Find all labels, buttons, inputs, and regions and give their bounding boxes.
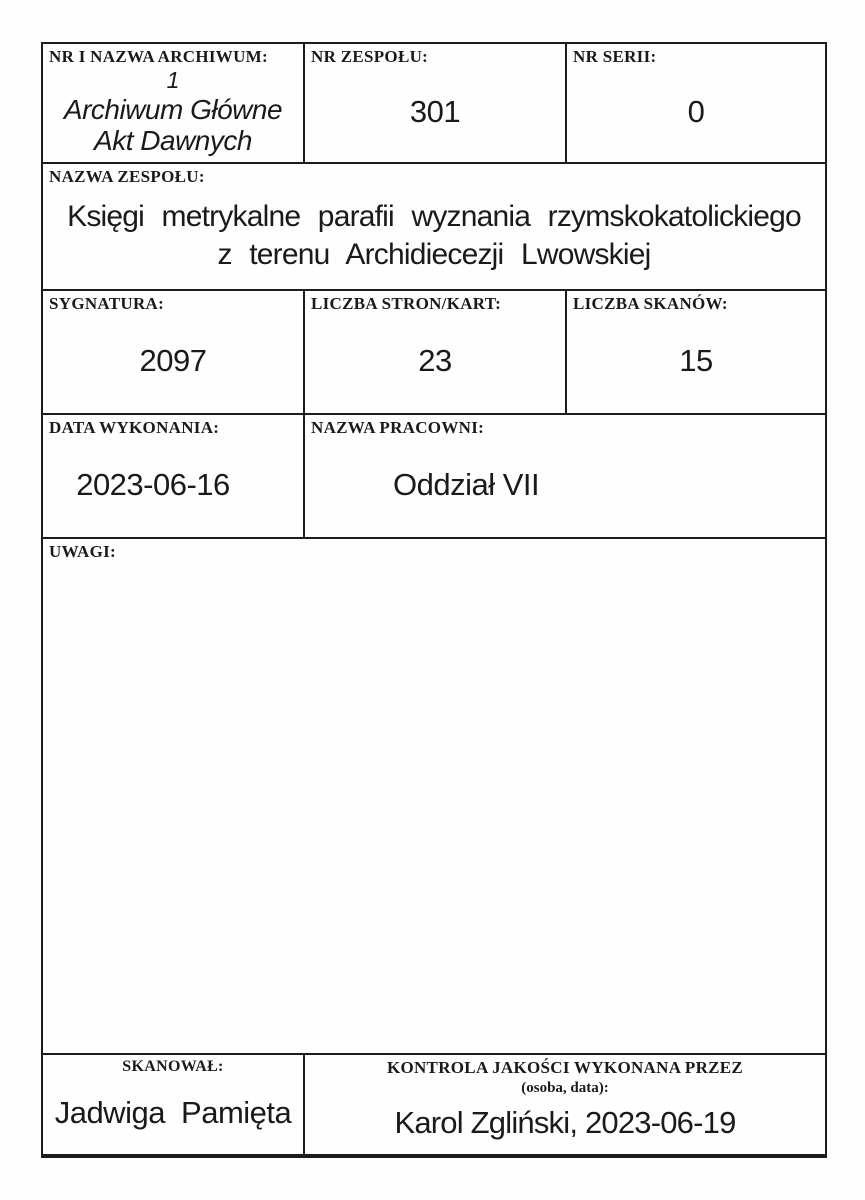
archive-name-line1: Archiwum Główne [63, 93, 283, 125]
row-remarks [43, 537, 825, 1053]
pages-count-value: 23 [418, 343, 452, 379]
field-scanned-by [43, 1055, 303, 1154]
fonds-name-label: NAZWA ZESPOŁU: [49, 167, 205, 186]
quality-control-value: Karol Zgliński, 2023-06-19 [394, 1105, 736, 1141]
workroom-value: Oddział VII [393, 467, 540, 503]
field-quality-control [303, 1055, 825, 1154]
field-fonds-number [303, 44, 565, 162]
remarks-value-area [49, 562, 819, 1049]
field-fonds-name [43, 164, 825, 289]
remarks-label: UWAGI: [49, 542, 116, 561]
scanned-by-value: Jadwiga Pamięta [54, 1095, 292, 1131]
field-series-number [565, 44, 825, 162]
quality-control-value-area [311, 1097, 819, 1150]
field-date-made [43, 415, 303, 537]
field-remarks [43, 539, 825, 1053]
quality-control-sublabel: (osoba, data): [521, 1079, 609, 1096]
series-number-value: 0 [687, 94, 705, 130]
row-signoff [43, 1053, 825, 1154]
archive-value [49, 67, 297, 158]
fonds-name-value-area [49, 187, 819, 285]
scanned-by-value-area [49, 1076, 297, 1150]
pages-count-label: LICZBA STRON/KART: [311, 294, 502, 313]
field-scans-count [565, 291, 825, 413]
signature-label: SYGNATURA: [49, 294, 165, 313]
archive-metadata-form [41, 42, 827, 1158]
scans-count-value: 15 [679, 343, 713, 379]
fonds-number-label: NR ZESPOŁU: [311, 47, 429, 66]
fonds-number-value: 301 [409, 94, 461, 130]
field-archive [43, 44, 303, 162]
fonds-name-line2: z terenu Archidiecezji Lwowskiej [217, 237, 651, 271]
signature-value: 2097 [139, 343, 207, 379]
series-number-value-area [573, 67, 819, 158]
pages-count-value-area [311, 314, 559, 409]
date-made-value: 2023-06-16 [76, 467, 230, 503]
row-archive-info [43, 44, 825, 162]
row-signature-counts [43, 289, 825, 413]
scans-count-value-area [573, 314, 819, 409]
archive-number: 1 [166, 67, 180, 94]
workroom-label: NAZWA PRACOWNI: [311, 418, 485, 437]
row-date-workroom [43, 413, 825, 537]
row-fonds-name [43, 162, 825, 289]
fonds-number-value-area [311, 67, 559, 158]
scanned-by-label: SKANOWAŁ: [122, 1058, 224, 1075]
archive-label: NR I NAZWA ARCHIWUM: [49, 47, 268, 66]
date-made-label: DATA WYKONANIA: [49, 418, 220, 437]
scans-count-label: LICZBA SKANÓW: [573, 294, 728, 313]
field-pages-count [303, 291, 565, 413]
fonds-name-line1: Księgi metrykalne parafii wyznania rzymskokatolickiego [67, 200, 801, 234]
workroom-value-area [311, 438, 819, 533]
quality-control-label: KONTROLA JAKOŚCI WYKONANA PRZEZ [386, 1058, 744, 1077]
archive-name-line2: Akt Dawnych [94, 124, 252, 156]
series-number-label: NR SERII: [573, 47, 657, 66]
field-workroom [303, 415, 825, 537]
signature-value-area [49, 314, 297, 409]
date-made-value-area [49, 438, 297, 533]
field-signature [43, 291, 303, 413]
